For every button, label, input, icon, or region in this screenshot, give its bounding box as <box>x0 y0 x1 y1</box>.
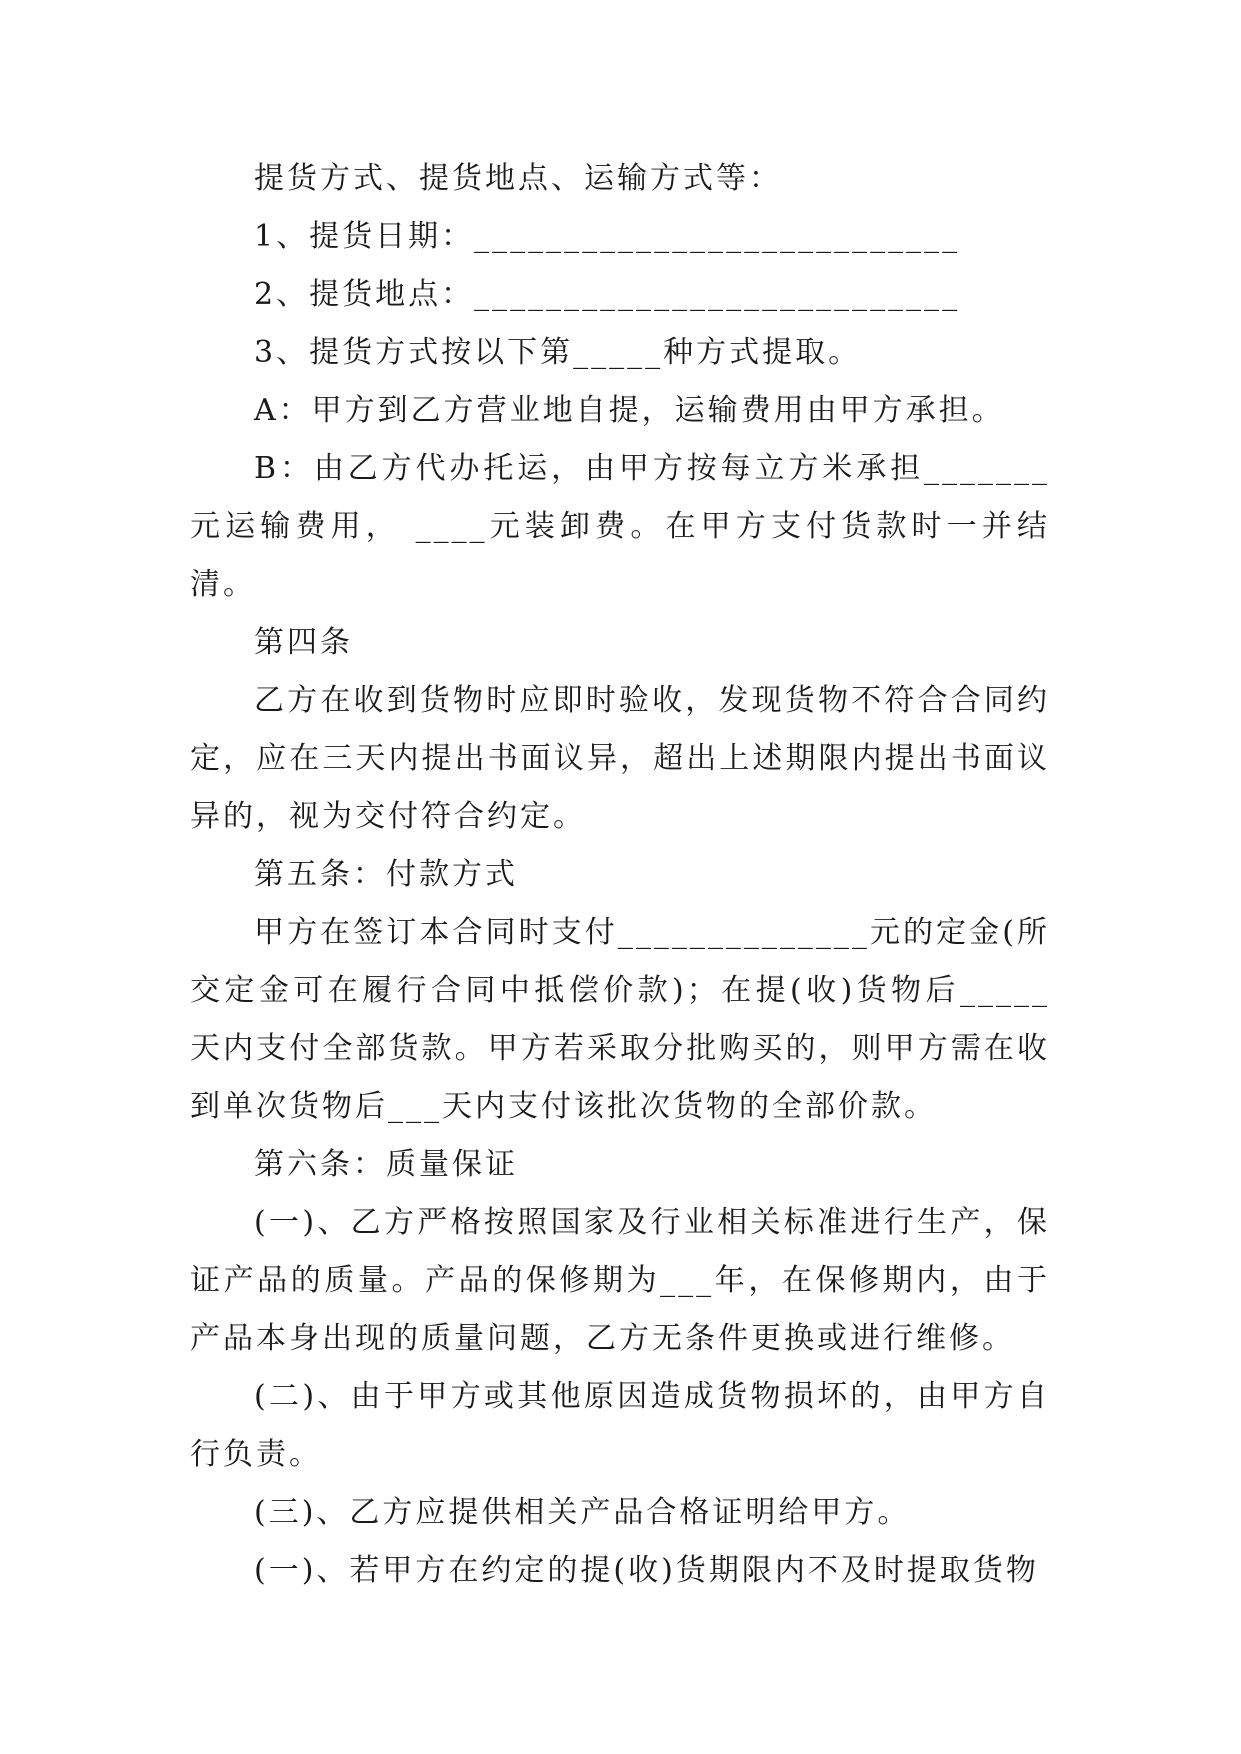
document-body <box>190 150 1050 1600</box>
article-4-body: 乙方在收到货物时应即时验收，发现货物不符合合同约定，应在三天内提出书面议异，超出上述期限内提出书面议异的，视为交付符合约定。 <box>190 683 1050 834</box>
paragraph-option-b: B：由乙方代办托运，由甲方按每立方米承担_______元运输费用， ____元装卸费。在甲方支付货款时一并结清。 <box>190 451 1050 602</box>
paragraph-pickup-location: 2、提货地点：___________________________ <box>254 277 961 312</box>
article-6-heading: 第六条：质量保证 <box>254 1147 518 1182</box>
article-5-heading: 第五条：付款方式 <box>254 857 518 892</box>
article-6-clause-2: (二)、由于甲方或其他原因造成货物损坏的，由甲方自行负责。 <box>190 1379 1050 1472</box>
paragraph-pickup-heading: 提货方式、提货地点、运输方式等： <box>254 161 782 196</box>
article-5-body: 甲方在签订本合同时支付______________元的定金(所交定金可在履行合同中抵偿价款)；在提(收)货物后_____天内支付全部货款。甲方若采取分批购买的，则甲方需在收到单次货物后___天内支付该批次货物的全部价款。 <box>190 915 1050 1124</box>
article-6-clause-3: (三)、乙方应提供相关产品合格证明给甲方。 <box>254 1495 911 1530</box>
article-6-clause-1: (一)、乙方严格按照国家及行业相关标准进行生产，保证产品的质量。产品的保修期为___年，在保修期内，由于产品本身出现的质量问题，乙方无条件更换或进行维修。 <box>190 1205 1050 1356</box>
paragraph-option-a: A：甲方到乙方营业地自提，运输费用由甲方承担。 <box>254 393 1005 428</box>
paragraph-pickup-method: 3、提货方式按以下第_____种方式提取。 <box>254 335 862 370</box>
paragraph-pickup-date: 1、提货日期：___________________________ <box>254 219 961 254</box>
article-4-heading: 第四条 <box>254 625 353 660</box>
next-clause-1: (一)、若甲方在约定的提(收)货期限内不及时提取货物 <box>254 1553 1039 1588</box>
